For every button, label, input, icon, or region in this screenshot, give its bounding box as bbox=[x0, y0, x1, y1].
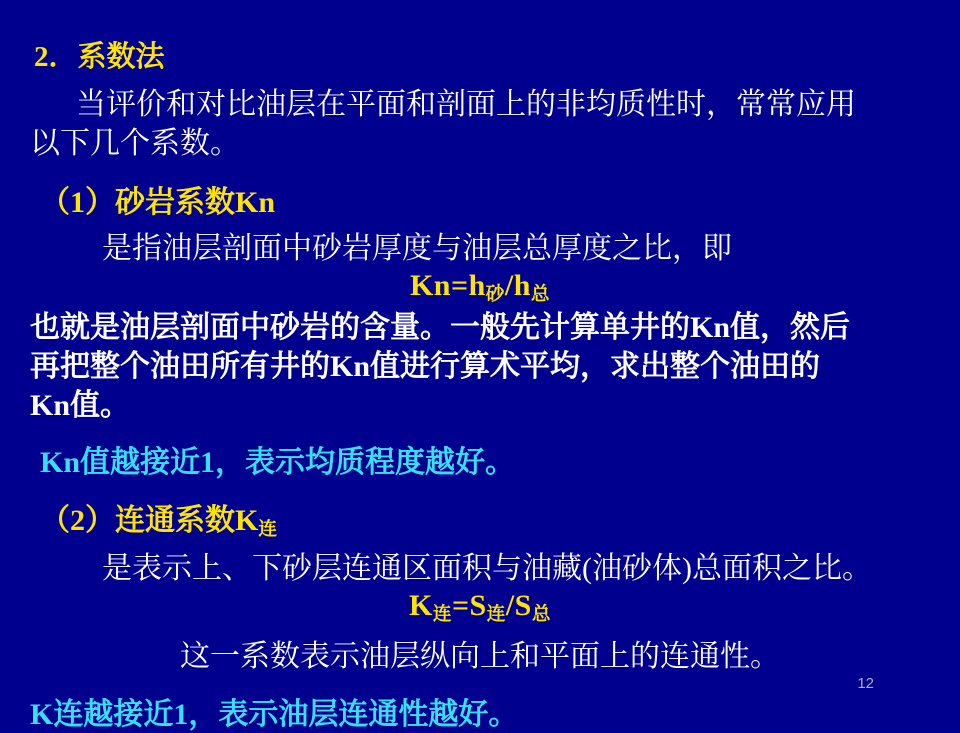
intro-paragraph bbox=[30, 85, 930, 163]
formula2-lhs: K bbox=[409, 589, 433, 623]
formula2-rhs-sub: 总 bbox=[531, 604, 551, 626]
formula2-mid: =S bbox=[451, 589, 487, 623]
section1-title: （1）砂岩系数Kn bbox=[40, 186, 276, 219]
section2-definition: 是表示上、下砂层连通区面积与油藏(油砂体)总面积之比。 bbox=[102, 552, 872, 586]
section1-formula bbox=[30, 269, 930, 306]
section2-formula bbox=[30, 589, 930, 626]
section2-title bbox=[40, 495, 930, 541]
slide-heading: 2．系数法 bbox=[34, 41, 165, 73]
section1-explain-line-2: 再把整个油田所有井的Kn值进行算术平均，求出整个油田的 bbox=[30, 350, 821, 384]
section2-title-prefix: （2）连通系数K bbox=[40, 504, 259, 538]
formula2-mid-sub: 连 bbox=[486, 604, 506, 626]
section1-explain-line-1: 也就是油层剖面中砂岩的含量。一般先计算单井的Kn值，然后 bbox=[30, 311, 851, 345]
formula1-lhs: Kn=h bbox=[409, 269, 486, 302]
formula1-lhs-sub: 砂 bbox=[485, 284, 505, 306]
section2-explanation: 这一系数表示油层纵向上和平面上的连通性。 bbox=[180, 639, 780, 673]
intro-line-1: 当评价和对比油层在平面和剖面上的非均质性时，常常应用 bbox=[76, 88, 856, 121]
formula2-lhs-sub: 连 bbox=[432, 604, 452, 626]
section1-explain-line-3: Kn值。 bbox=[30, 389, 131, 423]
page-number: 12 bbox=[857, 675, 874, 692]
section1-explanation bbox=[30, 308, 930, 425]
intro-line-2: 以下几个系数。 bbox=[30, 127, 240, 160]
formula1-rhs-sub: 总 bbox=[530, 284, 551, 306]
section1-definition: 是指油层剖面中砂岩厚度与油层总厚度之比，即 bbox=[102, 232, 732, 265]
section2-note: K连越接近1，表示油层连通性越好。 bbox=[30, 697, 519, 731]
formula2-rhs: /S bbox=[505, 589, 532, 623]
section1-note: Kn值越接近1，表示均质程度越好。 bbox=[40, 446, 516, 480]
section2-title-sub: 连 bbox=[258, 519, 277, 541]
formula1-rhs: /h bbox=[504, 269, 531, 302]
